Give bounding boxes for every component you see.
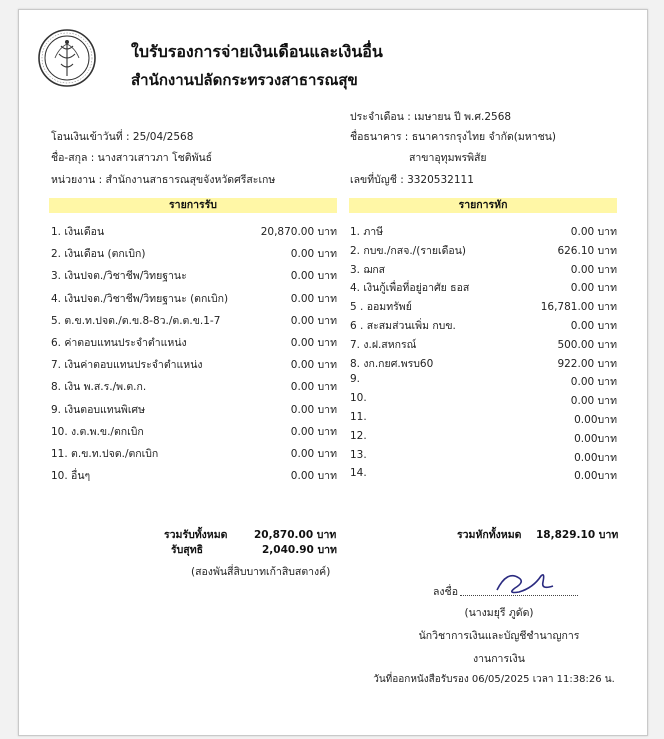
income-header: รายการรับ <box>49 198 337 213</box>
deduction-item-label: 12. <box>350 429 367 442</box>
deduction-item-label: 4. เงินกู้เพื่อที่อยู่อาศัย ธอส <box>350 282 470 295</box>
deduction-total-label: รวมหักทั้งหมด <box>457 529 522 541</box>
income-total-label: รวมรับทั้งหมด <box>164 529 228 541</box>
ministry-seal-logo <box>37 28 97 88</box>
work-unit: หน่วยงาน : สำนักงานสาธารณสุขจังหวัดศรีสะเกษ <box>51 174 276 186</box>
income-item-label: 10. ง.ต.พ.ข./ตกเบิก <box>51 425 144 438</box>
salary-certificate-document <box>18 9 648 736</box>
deduction-row <box>350 467 617 485</box>
income-item-label: 9. เงินตอบแทนพิเศษ <box>51 403 146 416</box>
deduction-row <box>350 392 617 410</box>
bank-branch: สาขาอุทุมพรพิสัย <box>409 152 487 164</box>
handwritten-signature <box>489 568 559 598</box>
deduction-item-amount: 0.00 บาท <box>570 376 617 389</box>
net-pay-in-words: (สองพันสี่สิบบาทเก้าสิบสตางค์) <box>191 566 331 578</box>
income-row <box>51 467 337 485</box>
net-pay-label: รับสุทธิ <box>171 544 204 556</box>
income-row <box>51 423 337 441</box>
signer-position: นักวิชาการเงินและบัญชีชำนาญการ <box>418 630 580 642</box>
deduction-item-amount: 0.00 บาท <box>570 320 617 332</box>
deduction-header: รายการหัก <box>349 198 617 213</box>
income-item-amount: 0.00 บาท <box>290 270 337 283</box>
deduction-row <box>350 261 617 279</box>
deduction-item-amount: 16,781.00 บาท <box>540 301 617 314</box>
deduction-item-amount: 922.00 บาท <box>557 357 617 370</box>
deduction-item-label: 11. <box>350 411 367 423</box>
income-item-amount: 0.00 บาท <box>290 314 337 327</box>
deduction-item-amount: 0.00บาท <box>574 432 617 445</box>
income-item-label: 2. เงินเดือน (ตกเบิก) <box>51 248 146 261</box>
income-item-label: 11. ต.ข.ท.ปจต./ตกเบิก <box>51 448 159 460</box>
deduction-item-amount: 0.00 บาท <box>570 395 617 408</box>
deduction-item-amount: 0.00 บาท <box>570 282 617 295</box>
deduction-row <box>350 373 617 391</box>
income-item-label: 7. เงินค่าตอบแทนประจำตำแหน่ง <box>51 359 203 372</box>
deduction-row <box>350 242 617 260</box>
employee-name: ชื่อ-สกุล : นางสาวเสาวภา โชติพันธ์ <box>51 152 213 164</box>
income-item-amount: 0.00 บาท <box>290 381 337 394</box>
income-item-label: 3. เงินปจต./วิชาชีพ/วิทยฐานะ <box>51 270 187 283</box>
office-name: สำนักงานปลัดกระทรวงสาธารณสุข <box>131 71 358 89</box>
income-row <box>51 401 337 419</box>
deduction-item-amount: 500.00 บาท <box>557 338 617 351</box>
income-item-label: 8. เงิน พ.ส.ร./พ.ต.ก. <box>51 381 147 394</box>
issue-timestamp: วันที่ออกหนังสือรับรอง 06/05/2025 เวลา 11:38:26 น. <box>373 674 615 685</box>
income-item-amount: 0.00 บาท <box>290 248 337 261</box>
deduction-row <box>350 411 617 429</box>
income-item-amount: 0.00 บาท <box>290 425 337 438</box>
deduction-item-label: 6 . สะสมส่วนเพิ่ม กบข. <box>350 320 456 332</box>
income-row <box>51 378 337 396</box>
net-pay-amount: 2,040.90 บาท <box>262 544 337 556</box>
deduction-item-amount: 0.00บาท <box>574 451 617 464</box>
income-item-amount: 0.00 บาท <box>290 337 337 349</box>
income-row <box>51 312 337 330</box>
signer-department: งานการเงิน <box>473 653 525 665</box>
deduction-item-amount: 0.00บาท <box>574 470 617 483</box>
deduction-total-amount: 18,829.10 บาท <box>536 529 619 541</box>
deduction-row <box>350 317 617 335</box>
deduction-item-label: 13. <box>350 448 367 461</box>
account-number: เลขที่บัญชี : 3320532111 <box>350 174 474 186</box>
income-item-label: 6. ค่าตอบแทนประจำตำแหน่ง <box>51 337 187 349</box>
deduction-item-label: 9. <box>350 373 361 386</box>
income-row <box>51 245 337 263</box>
income-item-label: 1. เงินเดือน <box>51 226 105 238</box>
income-item-amount: 0.00 บาท <box>290 359 337 372</box>
deduction-row <box>350 430 617 448</box>
income-item-label: 10. อื่นๆ <box>51 470 91 483</box>
income-item-label: 5. ต.ข.ท.ปจต./ต.ข.8-8ว./ต.ต.ข.1-7 <box>51 314 221 327</box>
deduction-row <box>350 355 617 373</box>
document-title: ใบรับรองการจ่ายเงินเดือนและเงินอื่น <box>131 42 383 61</box>
income-item-amount: 0.00 บาท <box>290 448 337 460</box>
bank-name: ชื่อธนาคาร : ธนาคารกรุงไทย จำกัด(มหาชน) <box>350 131 557 143</box>
deduction-row <box>350 279 617 297</box>
income-row <box>51 356 337 374</box>
income-row <box>51 290 337 308</box>
deduction-item-label: 2. กบข./กสจ./(รายเดือน) <box>350 244 466 257</box>
income-row <box>51 334 337 352</box>
deduction-row <box>350 336 617 354</box>
deduction-item-label: 14. <box>350 467 367 480</box>
deduction-item-label: 7. ง.ฝ.สหกรณ์ <box>350 338 417 351</box>
income-item-amount: 20,870.00 บาท <box>260 226 337 238</box>
sign-label: ลงชื่อ <box>433 586 458 598</box>
deduction-item-label: 1. ภาษี <box>350 226 384 238</box>
income-item-amount: 0.00 บาท <box>290 292 337 305</box>
pay-month: ประจำเดือน : เมษายน ปี พ.ศ.2568 <box>350 111 512 123</box>
income-item-amount: 0.00 บาท <box>290 403 337 416</box>
deduction-item-label: 8. งก.กยศ.พรบ60 <box>350 357 434 370</box>
deduction-item-amount: 0.00 บาท <box>570 226 617 238</box>
income-item-amount: 0.00 บาท <box>290 470 337 483</box>
income-total-amount: 20,870.00 บาท <box>254 529 337 541</box>
deduction-row <box>350 298 617 316</box>
deduction-row <box>350 223 617 241</box>
income-row <box>51 445 337 463</box>
income-item-label: 4. เงินปจต./วิชาชีพ/วิทยฐานะ (ตกเบิก) <box>51 292 229 305</box>
deduction-item-label: 5 . ออมทรัพย์ <box>350 301 412 314</box>
signer-name: (นางมยุรี ภูดัด) <box>464 607 534 619</box>
deduction-item-label: 3. ฌกส <box>350 263 386 276</box>
deduction-item-amount: 0.00บาท <box>574 414 617 426</box>
deduction-item-amount: 0.00 บาท <box>570 263 617 276</box>
income-row <box>51 267 337 285</box>
deduction-item-label: 10. <box>350 392 367 405</box>
deduction-row <box>350 449 617 467</box>
income-row <box>51 223 337 241</box>
deduction-item-amount: 626.10 บาท <box>557 244 617 257</box>
transfer-date: โอนเงินเข้าวันที่ : 25/04/2568 <box>51 131 194 143</box>
